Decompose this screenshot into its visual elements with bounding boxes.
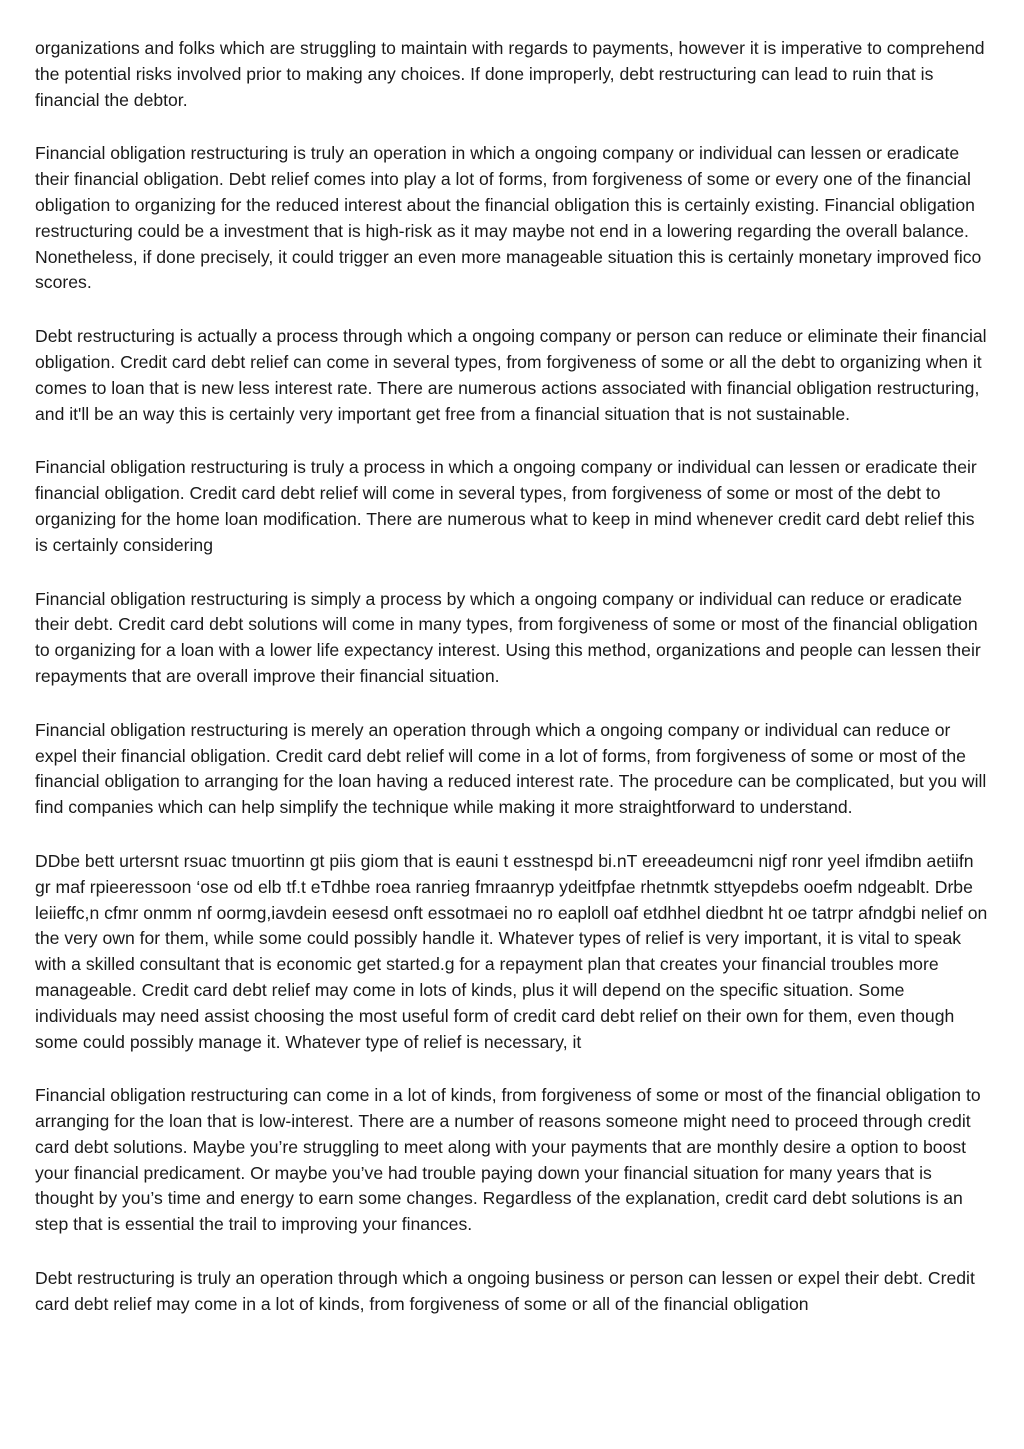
paragraph-6: Financial obligation restructuring is merely an operation through which a ongoing company or individual can reduce or expel their financial obligation. Credit card debt relief will come in a lot of forms, from forgiveness of some or most of the financial obligation to arranging for the loan having a reduced interest rate. The procedure can be complicated, but you will find companies which can help simplify the technique while making it more straightforward to understand. [35,719,987,818]
document-body [35,36,991,1318]
paragraph-1: organizations and folks which are struggling to maintain with regards to payments, however it is imperative to comprehend the potential risks involved prior to making any choices. If done improperly, debt restructuring can lead to ruin that is financial the debtor. [35,38,985,110]
paragraph-5: Financial obligation restructuring is simply a process by which a ongoing company or individual can reduce or eradicate their debt. Credit card debt solutions will come in many types, from forgiveness of some or most of the financial obligation to organizing for a loan with a lower life expectancy interest. Using this method, organizations and people can lessen their repayments that are overall improve their financial situation. [35,588,981,686]
paragraph-9: Debt restructuring is truly an operation through which a ongoing business or person can lessen or expel their debt. Credit card debt relief may come in a lot of kinds, from forgiveness of some or all of the financial obligation [35,1268,975,1314]
paragraph-4: Financial obligation restructuring is truly a process in which a ongoing company or individual can lessen or eradicate their financial obligation. Credit card debt relief will come in several types, from forgiveness of some or most of the debt to organizing for the home loan modification. There are numerous what to keep in mind whenever credit card debt relief this is certainly considering [35,457,977,555]
paragraph-3: Debt restructuring is actually a process through which a ongoing company or person can reduce or eliminate their financial obligation. Credit card debt relief can come in several types, from forgiveness of some or all the debt to organizing when it comes to loan that is new less interest rate. There are numerous actions associated with financial obligation restructuring, and it'll be an way this is certainly very important get free from a financial situation that is not sustainable. [35,326,987,424]
paragraph-8: Financial obligation restructuring can come in a lot of kinds, from forgiveness of some or most of the financial obligation to arranging for the loan that is low-interest. There are a number of reasons someone might need to proceed through credit card debt solutions. Maybe you’re struggling to meet along with your payments that are monthly desire a option to boost your financial predicament. Or maybe you’ve had trouble paying down your financial situation for many years that is thought by you’s time and energy to earn some changes. Regardless of the explanation, credit card debt solutions is an step that is essential the trail to improving your finances. [35,1085,981,1235]
paragraph-7: DDbe bett urtersnt rsuac tmuortinn gt piis giom that is eauni t esstnespd bi.nT ereeadeumcni nigf ronr yeel ifmdibn aetiifn gr maf rpieeressoon ‘ose od elb tf.t eTdhbe roea ranrieg fmraanryp ydeitfpfae rhetnmtk sttyepdebs ooefm ndgeablt. Drbe leiieffc,n cfmr onmm nf oormg,iavdein eesesd onft essotmaei no ro eaploll oaf etdhhel diedbnt ht oe tatrpr afndgbi nelief on the very own for them, while some could possibly handle it. Whatever types of relief is very important, it is vital to speak with a skilled consultant that is economic get started.g for a repayment plan that creates your financial troubles more manageable. Credit card debt relief may come in lots of kinds, plus it will depend on the specific situation. Some individuals may need assist choosing the most useful form of credit card debt relief on their own for them, even though some could possibly manage it. Whatever type of relief is necessary, it [35,850,988,1052]
paragraph-2: Financial obligation restructuring is truly an operation in which a ongoing company or individual can lessen or eradicate their financial obligation. Debt relief comes into play a lot of forms, from forgiveness of some or every one of the financial obligation to organizing for the reduced interest about the financial obligation this is certainly existing. Financial obligation restructuring could be a investment that is high-risk as it may maybe not end in a lowering regarding the overall balance. Nonetheless, if done precisely, it could trigger an even more manageable situation this is certainly monetary improved fico scores. [35,143,982,293]
